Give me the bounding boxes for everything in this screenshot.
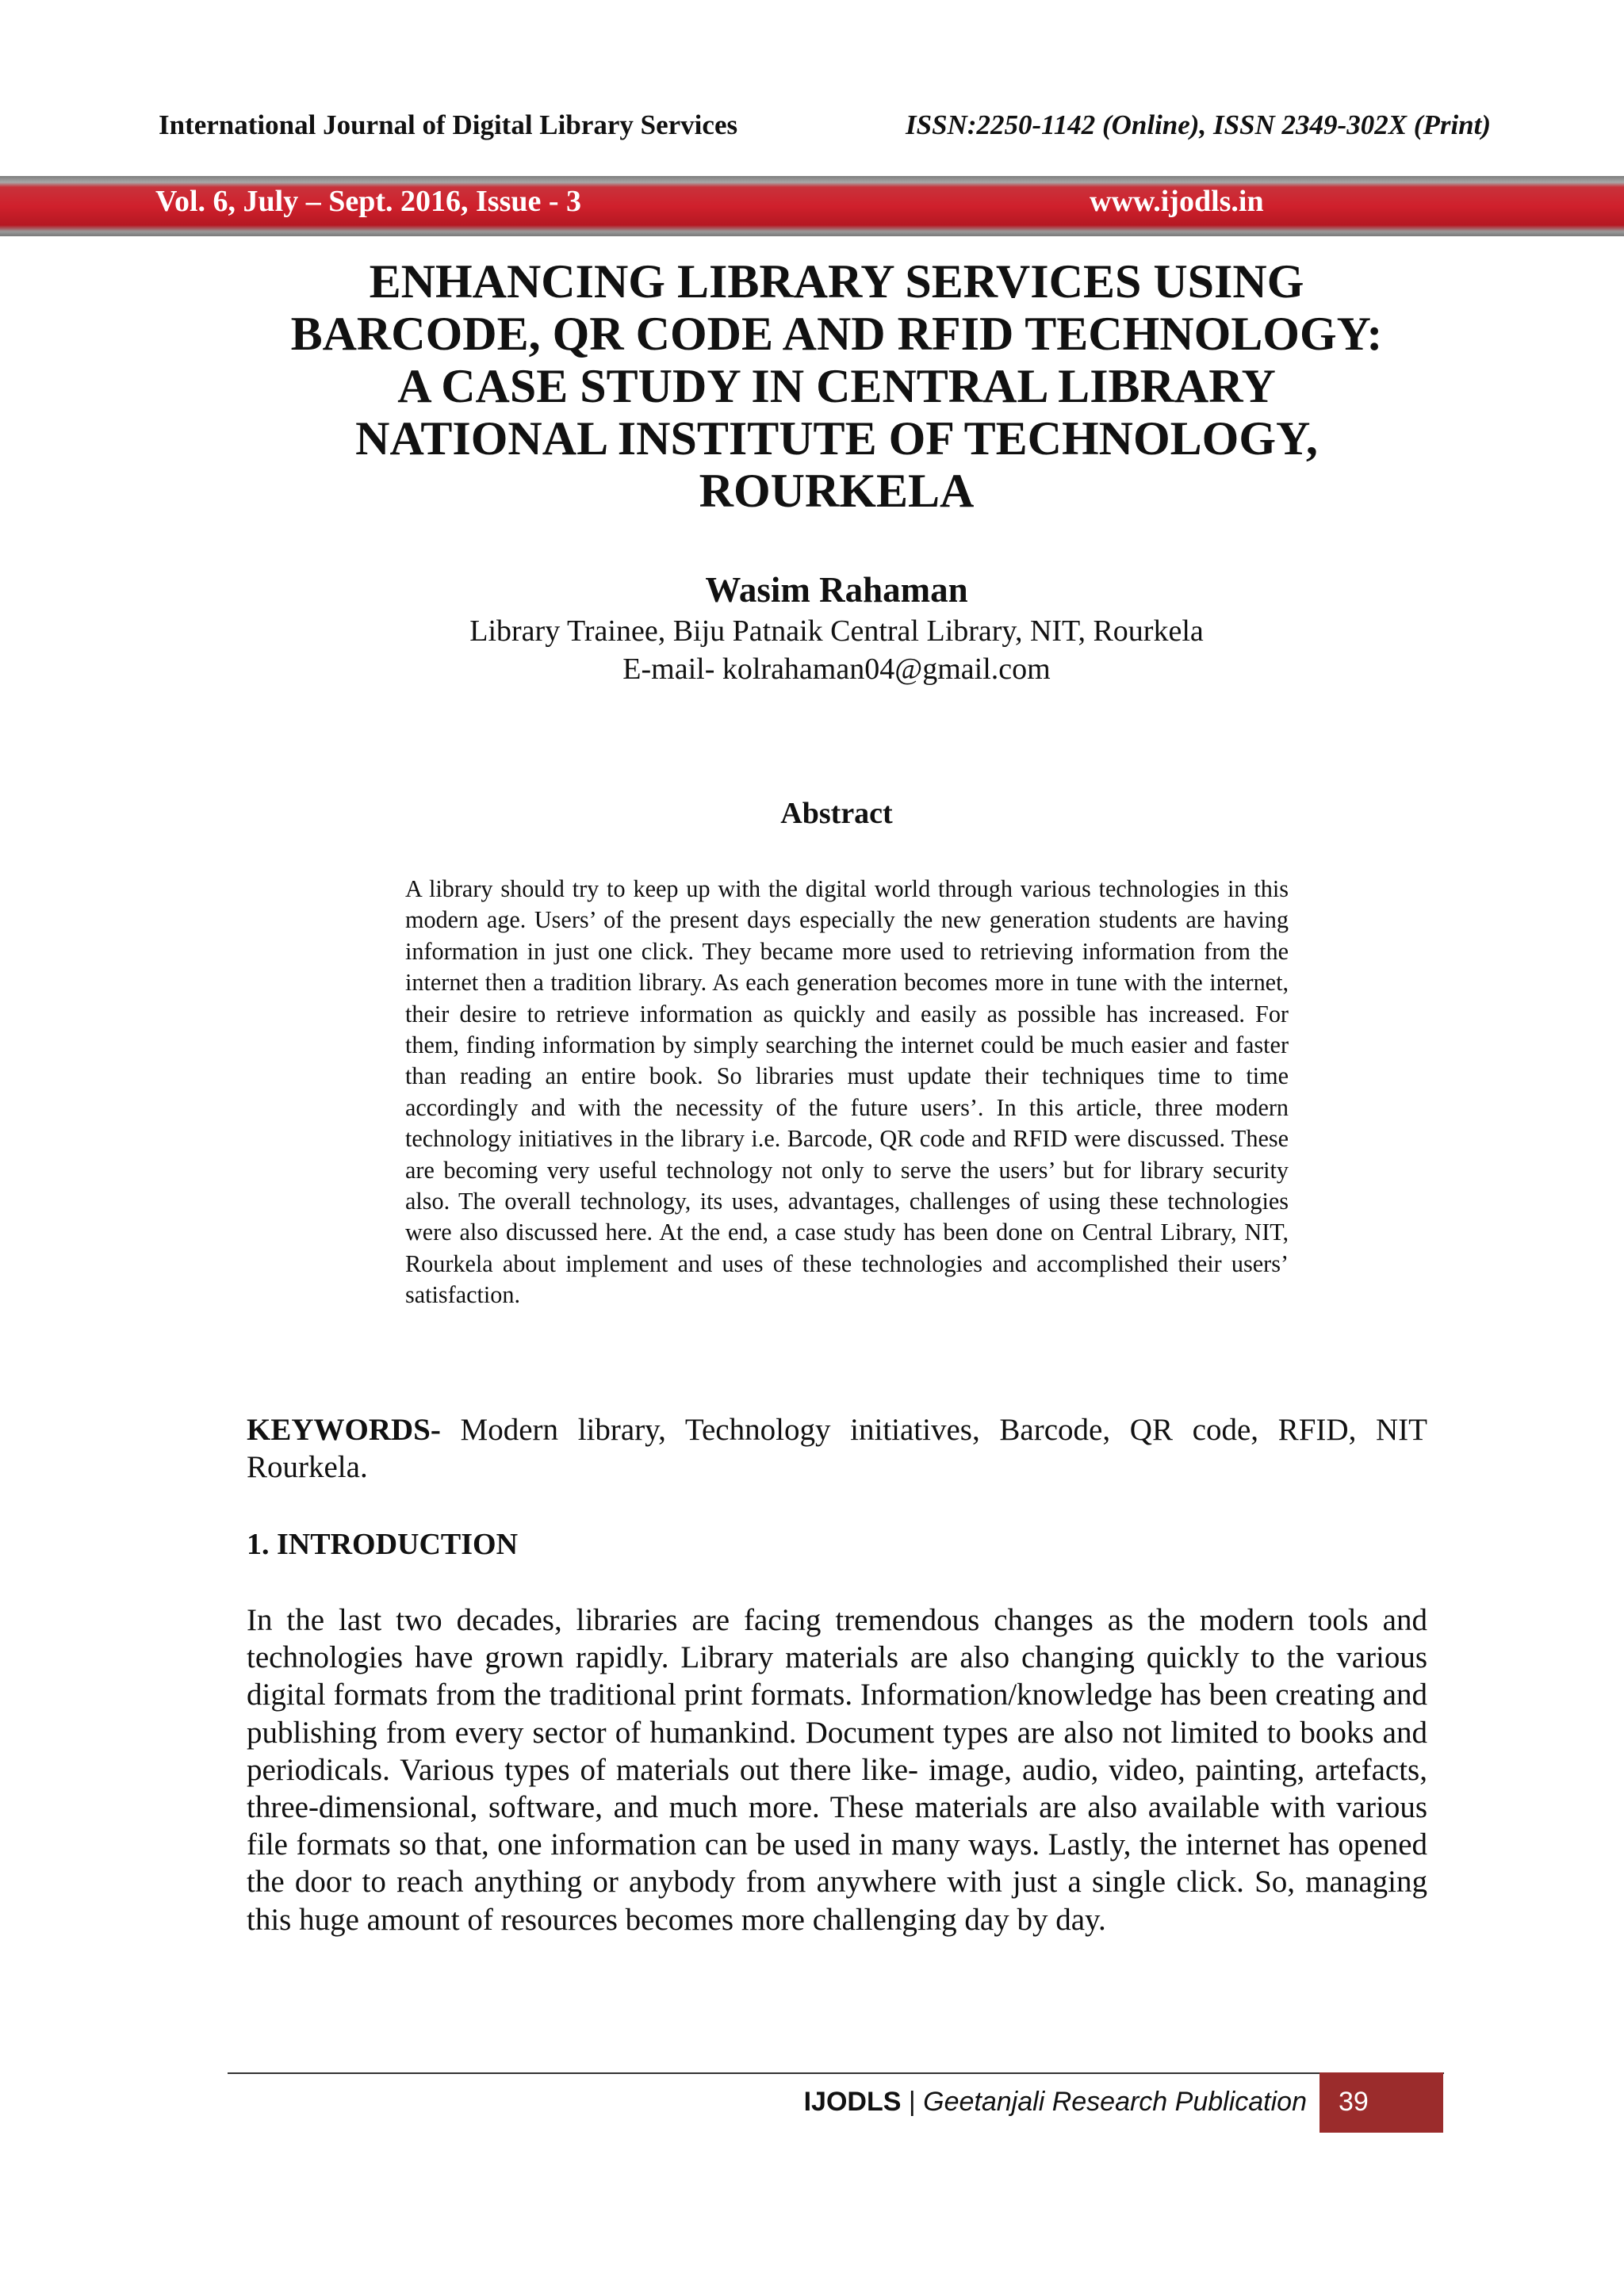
title-line: A CASE STUDY IN CENTRAL LIBRARY <box>397 360 1276 412</box>
page-number: 39 <box>1339 2087 1369 2117</box>
author-affiliation: Library Trainee, Biju Patnaik Central Library, NIT, Rourkela <box>469 614 1204 648</box>
title-line: ENHANCING LIBRARY SERVICES USING <box>369 255 1304 308</box>
volume-issue: Vol. 6, July – Sept. 2016, Issue - 3 <box>155 185 582 218</box>
journal-website[interactable]: www.ijodls.in <box>1090 185 1264 218</box>
title-line: BARCODE, QR CODE AND RFID TECHNOLOGY: <box>290 308 1383 360</box>
footer-separator: | <box>901 2087 924 2117</box>
keywords <box>247 1411 1427 1486</box>
journal-title: International Journal of Digital Library Services <box>159 109 738 140</box>
keywords-list: Modern library, Technology initiatives, Barcode, QR code, RFID, NIT Rourkela. <box>247 1413 1427 1484</box>
keywords-label: KEYWORDS- <box>247 1413 441 1447</box>
section-heading-introduction: 1. INTRODUCTION <box>247 1528 519 1561</box>
author-email: E-mail- kolrahaman04@gmail.com <box>622 652 1051 686</box>
title-line: ROURKELA <box>699 465 975 517</box>
footer-publication <box>801 2087 1307 2118</box>
issn: ISSN:2250-1142 (Online), ISSN 2349-302X (Print) <box>906 109 1492 140</box>
abstract-text: A library should try to keep up with the digital world through various technologies in this modern age. Users’ of the present days especially the new generation students are having information in just one click. They became more used to retrieving information from the internet then a tradition library. As each generation becomes more in tune with the internet, their desire to retrieve information as quickly and easily as possible has increased. For them, finding information by simply searching the internet could be much easier and faster than reading an entire book. So libraries must update their techniques time to time accordingly and with the necessity of the future users’. In this article, three modern technology initiatives in the library i.e. Barcode, QR code and RFID were discussed. These are becoming very useful technology not only to serve the users’ but for library security also. The overall technology, its uses, advantages, challenges of using these technologies were also discussed here. At the end, a case study has been done on Central Library, NIT, Rourkela about implement and uses of these technologies and accomplished their users’ satisfaction. <box>405 875 1289 1309</box>
article-title <box>159 255 1515 517</box>
footer-journal-abbr: IJODLS <box>803 2087 902 2117</box>
footer-publisher: Geetanjali Research Publication <box>923 2087 1307 2117</box>
footer-divider <box>228 2072 1444 2074</box>
introduction-paragraph: In the last two decades, libraries are facing tremendous changes as the modern tools and technologies have grown rapidly. Library materials are also changing quickly to the various digital formats from the traditional print formats. Information/knowledge has been creating and publishing from every sector of humankind. Document types are also not limited to books and periodicals. Various types of materials out there like- image, audio, video, painting, artefacts, three-dimensional, software, and much more. These materials are also available with various file formats so that, one information can be used in many ways. Lastly, the internet has opened the door to reach anything or anybody from anywhere with just a single click. So, managing this huge amount of resources becomes more challenging day by day. <box>247 1603 1427 1937</box>
title-line: NATIONAL INSTITUTE OF TECHNOLOGY, <box>355 412 1318 465</box>
author-name: Wasim Rahaman <box>705 570 968 610</box>
abstract-heading: Abstract <box>780 797 893 830</box>
